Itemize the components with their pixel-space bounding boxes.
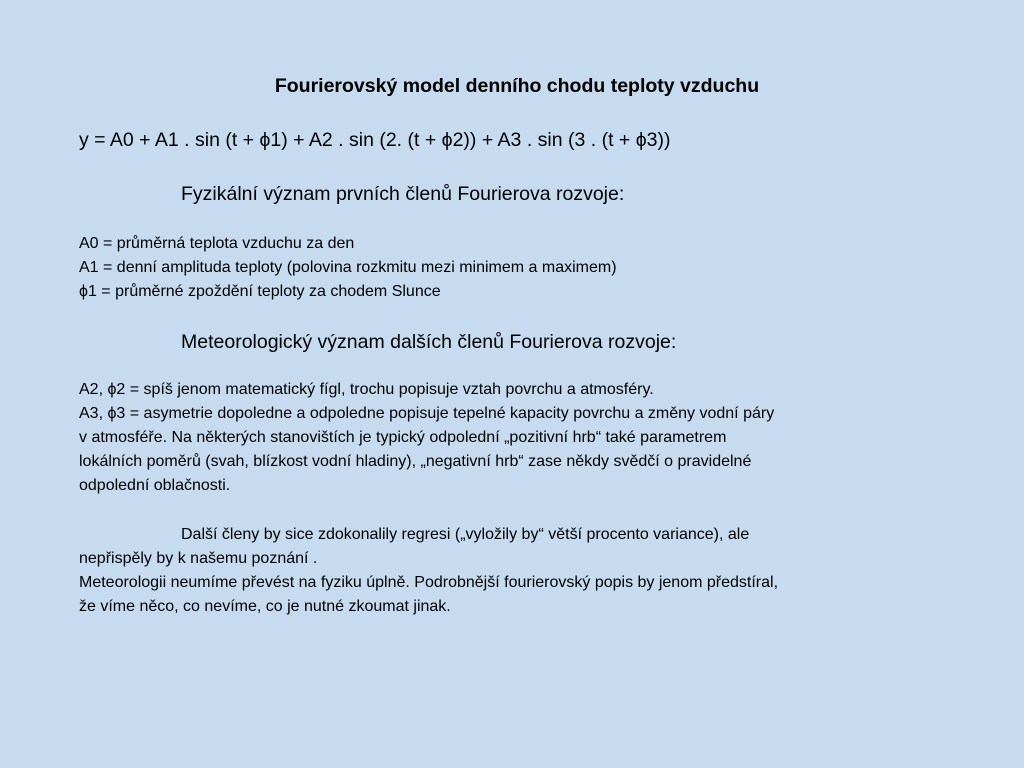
meteorological-meaning-text: [79, 378, 959, 498]
physical-meaning-heading: Fyzikální význam prvních členů Fourierova rozvoje:: [181, 183, 625, 205]
text-line: nepřispěly by k našemu poznání .: [79, 550, 318, 567]
text-line: odpolední oblačnosti.: [79, 477, 231, 494]
meteorological-meaning-heading: Meteorologický význam dalších členů Fourierova rozvoje:: [181, 331, 677, 353]
text-line: lokálních poměrů (svah, blízkost vodní hladiny), „negativní hrb“ zase někdy svědčí o pravidelné: [79, 453, 752, 470]
text-line: že víme něco, co nevíme, co je nutné zkoumat jinak.: [79, 598, 451, 615]
text-line: Další členy by sice zdokonalily regresi („vyložily by“ větší procento variance), ale: [181, 526, 750, 543]
list-item: A1 = denní amplituda teploty (polovina rozkmitu mezi minimem a maximem): [79, 259, 617, 276]
closing-text: [79, 523, 959, 619]
text-line: v atmosféře. Na některých stanovištích je typický odpolední „pozitivní hrb“ také parametrem: [79, 429, 727, 446]
list-item: A0 = průměrná teplota vzduchu za den: [79, 235, 355, 252]
text-line: A2, ϕ2 = spíš jenom matematický fígl, trochu popisuje vztah povrchu a atmosféry.: [79, 381, 654, 398]
fourier-formula: y = A0 + A1 . sin (t + ϕ1) + A2 . sin (2. (t + ϕ2)) + A3 . sin (3 . (t + ϕ3)): [79, 129, 671, 151]
list-item: ϕ1 = průměrné zpoždění teploty za chodem Slunce: [79, 283, 441, 300]
text-line-indented: [79, 523, 959, 547]
slide-title: Fourierovský model denního chodu teploty vzduchu: [274, 75, 760, 97]
text-line: Meteorologii neumíme převést na fyziku úplně. Podrobnější fourierovský popis by jenom předstíral,: [79, 574, 779, 591]
physical-meaning-list: [79, 232, 959, 304]
text-line: A3, ϕ3 = asymetrie dopoledne a odpoledne popisuje tepelné kapacity povrchu a změny vodní páry: [79, 405, 775, 422]
